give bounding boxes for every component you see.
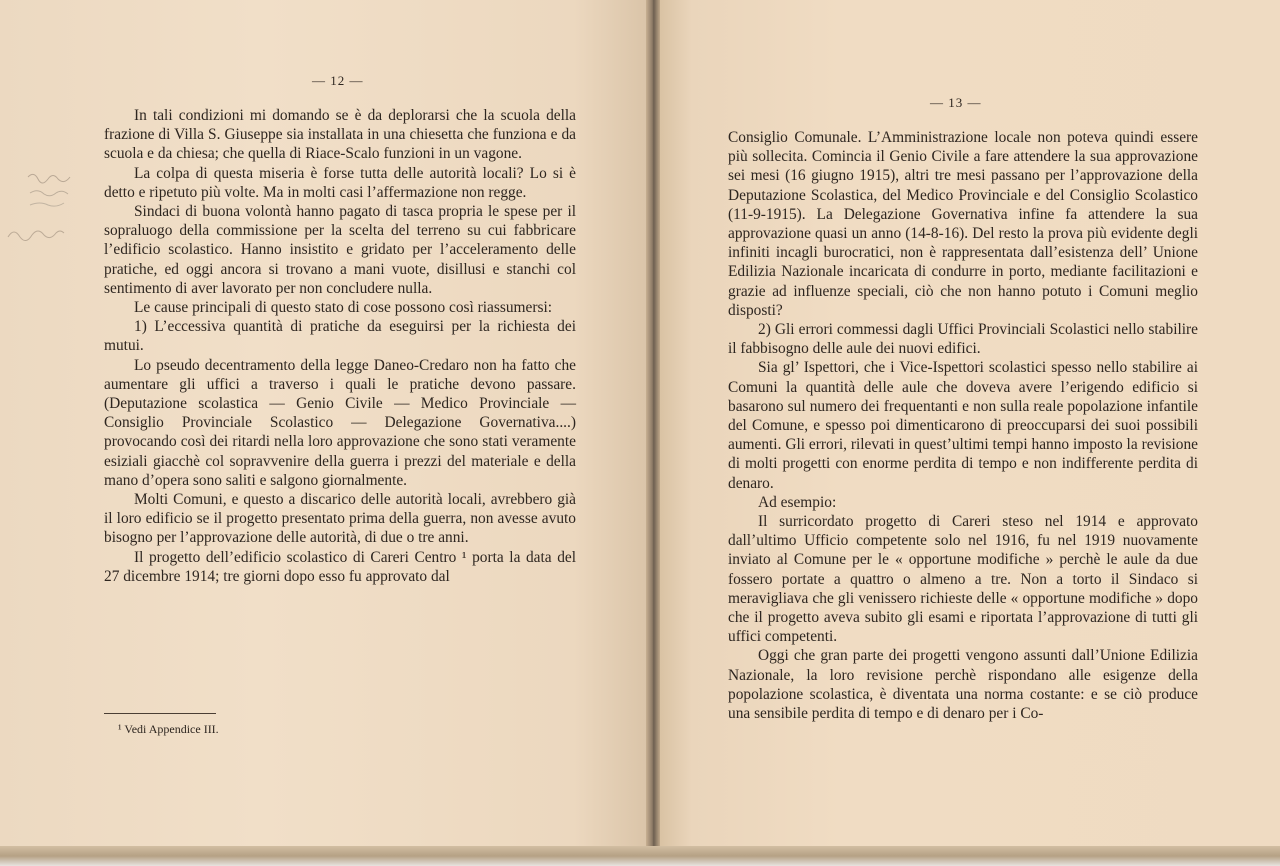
list-item: 1) L’eccessiva quantità di pratiche da eseguirsi per la richiesta dei mutui. (104, 318, 576, 355)
right-page-body (728, 128, 1198, 723)
paragraph: Le cause principali di questo stato di cose possono così riassumersi: (134, 299, 553, 317)
paragraph: Il surricordato progetto di Careri steso nel 1914 e approvato dall’ultimo Ufficio competente solo nel 1916, fu nel 1919 nuovamente inviato al Comune per le « opportune modifiche » perchè le aule da due fossero portate a quattro o almeno a tre. Non a torto il Sindaco si meravigliava che gli venissero richieste delle « opportune modifiche » dopo che il progetto aveva subito gli esami e riportata l’approvazione di tutti gli uffici competenti. (728, 513, 1198, 646)
paragraph: Consiglio Comunale. L’Amministrazione locale non poteva quindi essere più sollecita. Comincia il Genio Civile a fare attendere la sua approvazione sei mesi (16 giugno 1915), altri tre mesi passano per l’approvazione della Deputazione Scolastica, del Medico Provinciale e del Consiglio Scolastico (11-9-1915). La Delegazione Governativa infine fa attendere la sua approvazione quasi un anno (14-8-16). Del resto la prova più evidente degli infiniti incagli burocratici, non è rappresentata dall’esistenza dell’ Unione Edilizia Nazionale incaricata di condurre in porto, mediante facilitazioni e grazie ad influenze speciali, ciò che non hanno potuto i Comuni meglio disposti? (728, 129, 1198, 319)
paragraph: Oggi che gran parte dei progetti vengono assunti dall’Unione Edilizia Nazionale, la loro revisione perchè rispondano alle esigenze della popolazione scolastica, è diventata una norma costante: e se ciò produce una sensibile perdita di tempo e di denaro per i Co- (728, 647, 1198, 723)
right-page (654, 0, 1280, 860)
list-item: 2) Gli errori commessi dagli Uffici Provinciali Scolastici nello stabilire il fabbisogno delle aule dei nuovi edifici. (728, 321, 1198, 358)
page-bottom-edge (0, 846, 1280, 866)
book-gutter (646, 0, 660, 866)
paragraph: In tali condizioni mi domando se è da deplorarsi che la scuola della frazione di Villa S. Giuseppe sia installata in una chiesetta che funziona e da scuola e da chiesa; che quella di Riace-Scalo funzioni in un vagone. (104, 107, 576, 163)
paragraph: Il progetto dell’edificio scolastico di Careri Centro ¹ porta la data del 27 dicembre 1914; tre giorni dopo esso fu approvato dal (104, 548, 576, 585)
paragraph: La colpa di questa miseria è forse tutta delle autorità locali? Lo si è detto e ripetuto più volte. Ma in molti casi l’affermazione non regge. (104, 164, 576, 201)
page-number-right: — 13 — (930, 95, 982, 110)
paragraph: Sindaci di buona volontà hanno pagato di tasca propria le spese per il sopraluogo della commissione per la scelta del terreno su cui fabbricare l’edificio scolastico. Hanno insistito e gridato per l’acceleramento delle pratiche, ed oggi ancora si trovano a mani vuote, disillusi e stanchi col sentimento di aver lavorato per non concludere nulla. (104, 203, 576, 297)
left-page-body (104, 106, 576, 586)
handwritten-margin-note (0, 165, 90, 255)
paragraph: Molti Comuni, e questo a discarico delle autorità locali, avrebbero già il loro edificio se il progetto presentato prima della guerra, non avesse avuto bisogno per l’approvazione delle autorità, di due o tre anni. (104, 491, 576, 547)
page-number-left: — 12 — (312, 73, 364, 88)
footnote-divider (104, 713, 216, 714)
paragraph: Lo pseudo decentramento della legge Daneo-Credaro non ha fatto che aumentare gli uffici a traverso i quali le pratiche devono passare. (Deputazione scolastica — Genio Civile — Medico Provinciale — Consiglio Provinciale Scolastico — Delegazione Governativa....) provocando così dei ritardi nella loro approvazione che sono stati veramente esiziali giacchè col sopravvenire della guerra i prezzi del materiale e della mano d’opera sono saliti e salgono giornalmente. (104, 356, 576, 489)
footnote: ¹ Vedi Appendice III. (118, 722, 219, 736)
paragraph: Sia gl’ Ispettori, che i Vice-Ispettori scolastici spesso nello stabilire ai Comuni la quantità delle aule che doveva avere l’erigendo edificio si basarono sul numero dei frequentanti e non sulla reale popolazione infantile del Comune, e spesso poi dimenticarono di preoccuparsi dei suoi possibili aumenti. Gli errori, rilevati in quest’ultimi tempi hanno imposto la revisione di molti progetti con enorme perdita di tempo e non indifferente perdita di denaro. (728, 359, 1198, 492)
paragraph: Ad esempio: (758, 493, 837, 511)
